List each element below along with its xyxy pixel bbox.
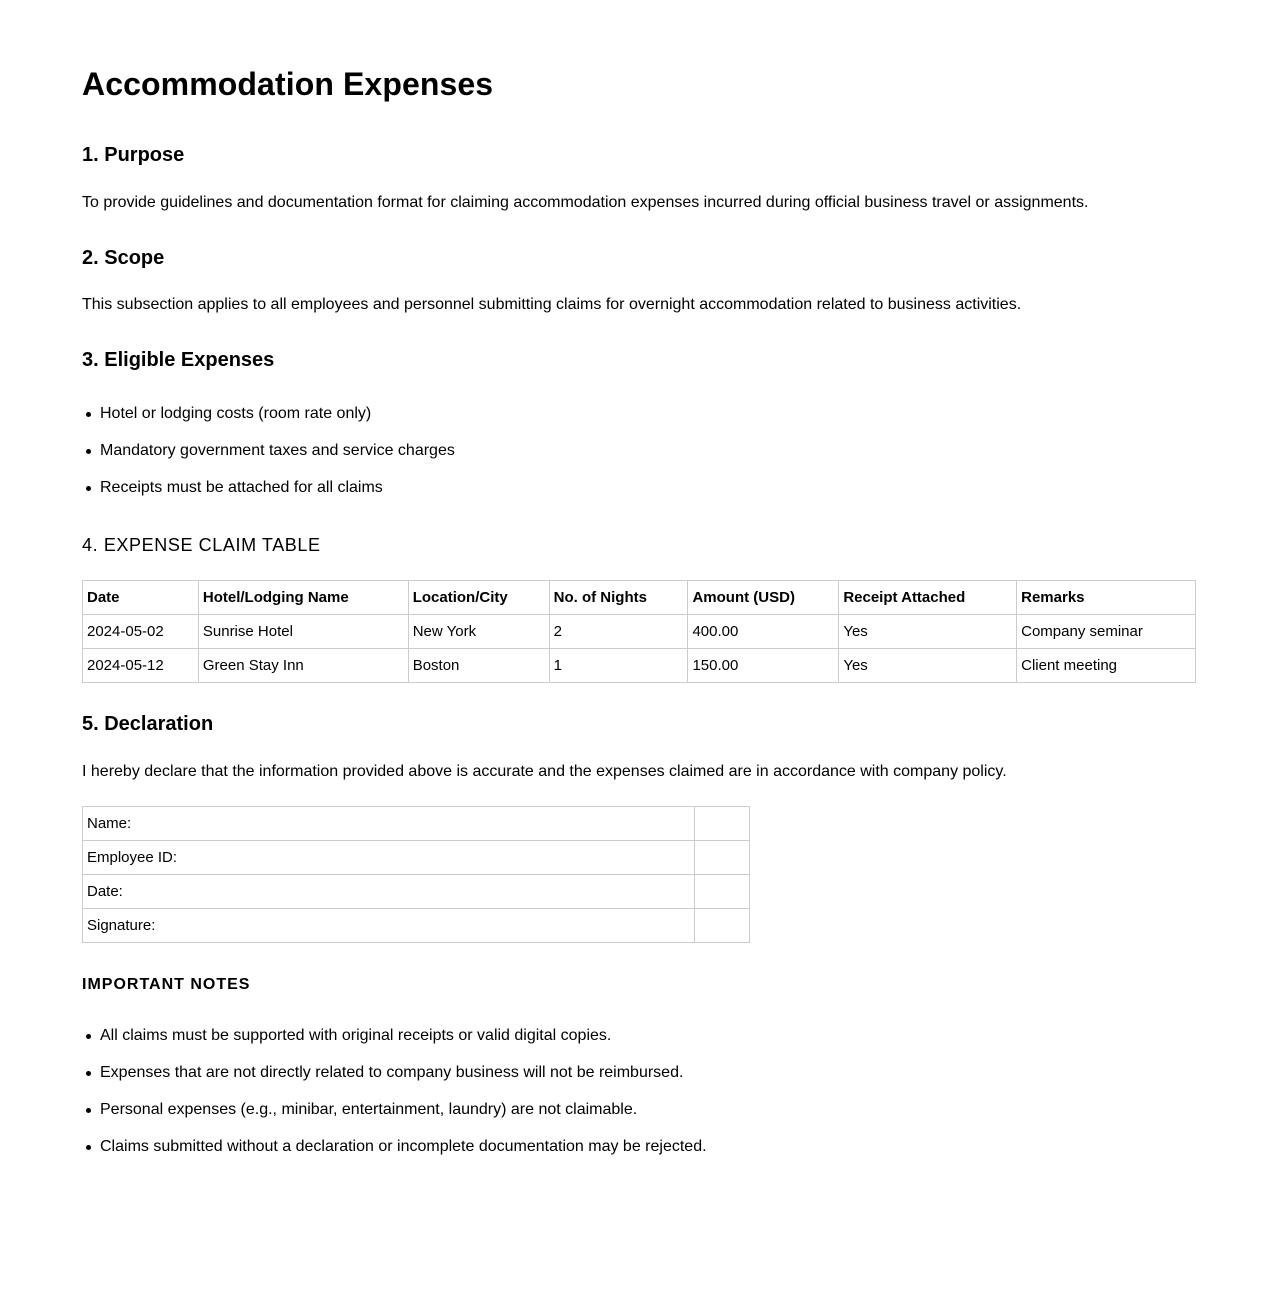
list-item-text: All claims must be supported with original receipts or valid digital copies.: [100, 1027, 612, 1044]
table-row: [83, 615, 1196, 649]
list-item-text: Expenses that are not directly related to company business will not be reimbursed.: [100, 1064, 684, 1081]
scope-heading: 2. Scope: [82, 247, 165, 269]
purpose-text: To provide guidelines and documentation format for claiming accommodation expenses incurred during official business travel or assignments.: [82, 194, 1089, 211]
important-notes-list: [82, 1026, 707, 1174]
column-header-remarks: Remarks: [1017, 581, 1196, 615]
table-row: [83, 807, 750, 841]
table-row: [83, 649, 1196, 683]
list-item: [100, 1026, 707, 1063]
declaration-heading: 5. Declaration: [82, 713, 214, 735]
list-item: [100, 1137, 707, 1174]
eligible-expenses-list: [82, 404, 455, 515]
declaration-text: I hereby declare that the information provided above is accurate and the expenses claimed are in accordance with company policy.: [82, 763, 1007, 780]
declaration-table: [82, 806, 750, 943]
table-row: [83, 875, 750, 909]
list-item: [100, 1100, 707, 1137]
cell-location: New York: [408, 615, 549, 649]
claim-table-heading: 4. EXPENSE CLAIM TABLE: [82, 535, 321, 555]
cell-date: 2024-05-02: [83, 615, 199, 649]
signature-field[interactable]: [695, 909, 750, 943]
bullet-icon: [86, 1034, 91, 1039]
column-header-hotel: Hotel/Lodging Name: [198, 581, 408, 615]
list-item: [100, 478, 455, 515]
purpose-heading: 1. Purpose: [82, 144, 185, 166]
column-header-amount: Amount (USD): [688, 581, 839, 615]
cell-nights: 1: [549, 649, 688, 683]
cell-receipt: Yes: [839, 615, 1017, 649]
expense-claim-table: [82, 580, 1196, 683]
employee-id-label: Employee ID:: [83, 841, 695, 875]
cell-hotel: Sunrise Hotel: [198, 615, 408, 649]
date-label: Date:: [83, 875, 695, 909]
column-header-location: Location/City: [408, 581, 549, 615]
table-header-row: [83, 581, 1196, 615]
cell-amount: 400.00: [688, 615, 839, 649]
cell-remarks: Client meeting: [1017, 649, 1196, 683]
page-title: Accommodation Expenses: [82, 66, 494, 102]
bullet-icon: [86, 412, 91, 417]
cell-hotel: Green Stay Inn: [198, 649, 408, 683]
name-field[interactable]: [695, 807, 750, 841]
list-item-text: Claims submitted without a declaration or incomplete documentation may be rejected.: [100, 1138, 707, 1155]
date-field[interactable]: [695, 875, 750, 909]
list-item-text: Personal expenses (e.g., minibar, entertainment, laundry) are not claimable.: [100, 1101, 638, 1118]
important-notes-heading: IMPORTANT NOTES: [82, 976, 251, 993]
cell-amount: 150.00: [688, 649, 839, 683]
cell-receipt: Yes: [839, 649, 1017, 683]
cell-date: 2024-05-12: [83, 649, 199, 683]
list-item-text: Receipts must be attached for all claims: [100, 479, 383, 496]
scope-text: This subsection applies to all employees and personnel submitting claims for overnight accommodation related to business activities.: [82, 296, 1022, 313]
table-row: [83, 841, 750, 875]
cell-remarks: Company seminar: [1017, 615, 1196, 649]
cell-nights: 2: [549, 615, 688, 649]
table-row: [83, 909, 750, 943]
eligible-expenses-heading: 3. Eligible Expenses: [82, 349, 275, 371]
bullet-icon: [86, 1108, 91, 1113]
bullet-icon: [86, 449, 91, 454]
list-item-text: Mandatory government taxes and service charges: [100, 442, 455, 459]
column-header-date: Date: [83, 581, 199, 615]
employee-id-field[interactable]: [695, 841, 750, 875]
bullet-icon: [86, 1145, 91, 1150]
cell-location: Boston: [408, 649, 549, 683]
bullet-icon: [86, 1071, 91, 1076]
name-label: Name:: [83, 807, 695, 841]
column-header-receipt: Receipt Attached: [839, 581, 1017, 615]
bullet-icon: [86, 486, 91, 491]
list-item: [100, 441, 455, 478]
list-item: [100, 1063, 707, 1100]
signature-label: Signature:: [83, 909, 695, 943]
list-item-text: Hotel or lodging costs (room rate only): [100, 405, 372, 422]
column-header-nights: No. of Nights: [549, 581, 688, 615]
list-item: [100, 404, 455, 441]
